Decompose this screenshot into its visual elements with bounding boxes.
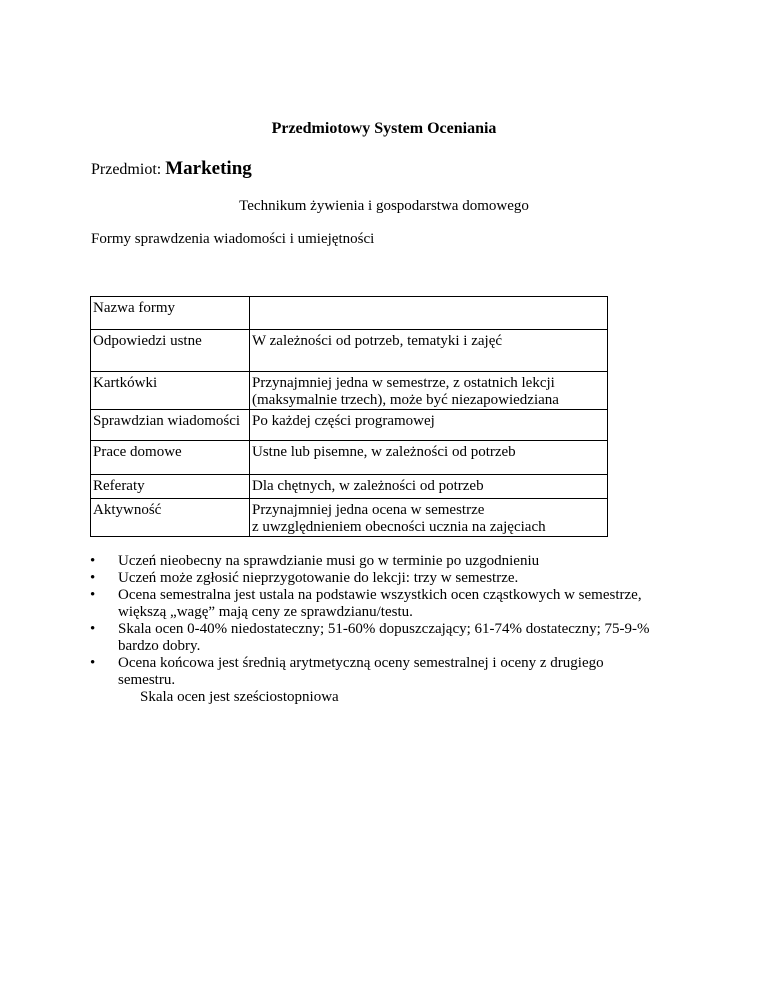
form-name-cell: Odpowiedzi ustne (91, 330, 250, 372)
form-name-cell: Kartkówki (91, 372, 250, 410)
description-line: Dla chętnych, w zależności od potrzeb (252, 478, 484, 494)
form-name-cell: Sprawdzian wiadomości (91, 410, 250, 441)
description-line: (maksymalnie trzech), może być niezapowiedziana (252, 392, 559, 408)
table-row (91, 330, 608, 372)
form-description-cell (250, 475, 608, 499)
list-item (90, 587, 680, 621)
description-line: Przynajmniej jedna ocena w semestrze (252, 502, 485, 518)
list-item-line: bardzo dobry. (118, 638, 201, 654)
forms-heading: Formy sprawdzenia wiadomości i umiejętności (91, 231, 375, 247)
form-name-cell: Referaty (91, 475, 250, 499)
table-row (91, 372, 608, 410)
list-item-line: większą „wagę” mają ceny ze sprawdzianu/testu. (118, 604, 413, 620)
table-row (91, 499, 608, 537)
list-item-line: Ocena końcowa jest średnią arytmetyczną oceny semestralnej i oceny z drugiego (118, 655, 604, 671)
description-line: Ustne lub pisemne, w zależności od potrzeb (252, 444, 516, 460)
bullet-icon: • (90, 553, 96, 569)
grading-scale-note: Skala ocen jest sześciostopniowa (140, 689, 339, 705)
table-row (91, 297, 608, 330)
list-item (90, 621, 680, 655)
bullet-icon: • (90, 570, 96, 586)
rules-list (90, 553, 680, 689)
assessment-forms-table (90, 296, 608, 537)
subject-line (91, 158, 252, 180)
list-item-line: Ocena semestralna jest ustala na podstawie wszystkich ocen cząstkowych w semestrze, (118, 587, 642, 603)
form-description-cell (250, 410, 608, 441)
form-name-cell: Aktywność (91, 499, 250, 537)
form-description-cell (250, 330, 608, 372)
description-line: z uwzględnieniem obecności ucznia na zajęciach (252, 519, 546, 535)
description-line: Przynajmniej jedna w semestrze, z ostatnich lekcji (252, 375, 555, 391)
list-item-line: Skala ocen 0-40% niedostateczny; 51-60% dopuszczający; 61-74% dostateczny; 75-9-% (118, 621, 650, 637)
bullet-icon: • (90, 587, 96, 603)
bullet-icon: • (90, 655, 96, 671)
form-description-cell (250, 372, 608, 410)
bullet-icon: • (90, 621, 96, 637)
subject-label: Przedmiot: (91, 161, 162, 178)
table-row (91, 441, 608, 475)
description-line: Po każdej części programowej (252, 413, 435, 429)
form-description-cell (250, 297, 608, 330)
list-item-line: semestru. (118, 672, 176, 688)
document-title: Przedmiotowy System Oceniania (271, 120, 497, 137)
school-name: Technikum żywienia i gospodarstwa domowego (239, 198, 529, 214)
form-description-cell (250, 441, 608, 475)
subject-value: Marketing (165, 158, 252, 179)
list-item (90, 570, 680, 587)
list-item-line: Uczeń może zgłosić nieprzygotowanie do lekcji: trzy w semestrze. (118, 570, 519, 586)
list-item (90, 655, 680, 689)
form-name-cell: Nazwa formy (91, 297, 250, 330)
list-item-line: Uczeń nieobecny na sprawdzianie musi go w terminie po uzgodnieniu (118, 553, 540, 569)
form-name-cell: Prace domowe (91, 441, 250, 475)
form-description-cell (250, 499, 608, 537)
list-item (90, 553, 680, 570)
table-row (91, 475, 608, 499)
table-row (91, 410, 608, 441)
description-line: W zależności od potrzeb, tematyki i zajęć (252, 333, 503, 349)
